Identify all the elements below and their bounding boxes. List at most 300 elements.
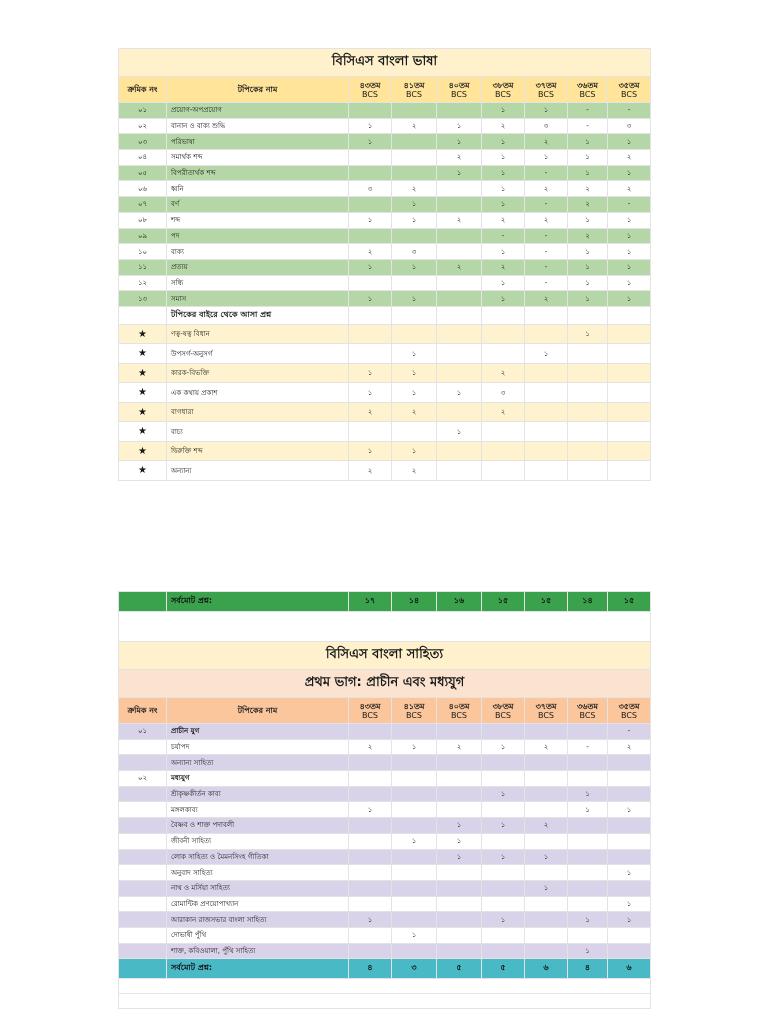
value-cell (392, 818, 437, 834)
value-cell: ২ (349, 461, 392, 481)
table-row (119, 197, 651, 213)
blank-row (119, 994, 651, 1009)
value-cell (525, 865, 568, 881)
value-cell: ২ (482, 363, 525, 383)
value-cell (349, 771, 392, 787)
exam-header-38: ৩৮তম BCS (482, 77, 525, 103)
value-cell (437, 802, 482, 818)
bangla-language-sheet (118, 48, 650, 481)
value-cell (437, 181, 482, 197)
value-cell: ১ (608, 291, 651, 307)
value-cell (437, 755, 482, 771)
table-row (119, 771, 651, 787)
sheet2-header-row (119, 698, 651, 724)
serial-cell (119, 896, 167, 912)
value-cell (568, 344, 608, 364)
value-cell: ১ (608, 212, 651, 228)
star-icon: ★ (119, 324, 167, 344)
value-cell (608, 927, 651, 943)
star-icon: ★ (119, 402, 167, 422)
table-row (119, 818, 651, 834)
value-cell (525, 461, 568, 481)
serial-cell: ০৫ (119, 165, 167, 181)
value-cell (349, 896, 392, 912)
value-cell (568, 363, 608, 383)
topic-cell: বর্ণ (167, 197, 349, 213)
value-cell: ১ (608, 259, 651, 275)
value-cell (568, 849, 608, 865)
value-cell: ২ (568, 197, 608, 213)
value-cell (525, 422, 568, 442)
exam-header-35: ৩৫তম BCS (608, 77, 651, 103)
empty-cell (525, 306, 568, 324)
value-cell (568, 402, 608, 422)
value-cell (482, 755, 525, 771)
value-cell (392, 786, 437, 802)
table-row (119, 441, 651, 461)
value-cell: ১ (525, 150, 568, 166)
topic-cell: দোভাষী পুঁথি (167, 927, 349, 943)
value-cell (568, 724, 608, 740)
value-cell (437, 771, 482, 787)
topic-cell: মঙ্গলকাব্য (167, 802, 349, 818)
table-row (119, 259, 651, 275)
serial-cell: ০৬ (119, 181, 167, 197)
value-cell: ১ (482, 244, 525, 260)
value-cell: ১ (608, 228, 651, 244)
outside-topics-heading-row (119, 306, 651, 324)
value-cell: ২ (392, 461, 437, 481)
value-cell (482, 880, 525, 896)
value-cell (437, 724, 482, 740)
bangla-literature-sheet (118, 591, 650, 1009)
value-cell: ৩ (349, 181, 392, 197)
value-cell (482, 724, 525, 740)
value-cell (568, 461, 608, 481)
value-cell: ১ (608, 912, 651, 928)
outside-topics-heading: টপিকের বাইরে থেকে আসা প্রশ্ন (167, 306, 349, 324)
value-cell: ১ (392, 441, 437, 461)
total-value: ১৫ (482, 592, 525, 612)
value-cell (525, 786, 568, 802)
sheet2-subtitle: প্রথম ভাগ: প্রাচীন এবং মধ্যযুগ (119, 670, 651, 698)
topic-cell: বিপরীতার্থক শব্দ (167, 165, 349, 181)
value-cell: ১ (482, 849, 525, 865)
table-row (119, 927, 651, 943)
table-row (119, 833, 651, 849)
value-cell: - (568, 739, 608, 755)
table-row (119, 461, 651, 481)
table-row (119, 212, 651, 228)
serial-cell: ১২ (119, 275, 167, 291)
value-cell (608, 363, 651, 383)
value-cell: ১ (568, 244, 608, 260)
value-cell: ১ (437, 833, 482, 849)
value-cell (349, 849, 392, 865)
value-cell: ১ (568, 912, 608, 928)
value-cell: ৩ (608, 118, 651, 134)
table-row (119, 865, 651, 881)
exam-header-37: ৩৭তম BCS (525, 698, 568, 724)
value-cell (482, 461, 525, 481)
value-cell (608, 818, 651, 834)
value-cell (349, 724, 392, 740)
topic-cell: শব্দ (167, 212, 349, 228)
value-cell: ২ (392, 402, 437, 422)
value-cell (349, 786, 392, 802)
value-cell: ১ (568, 275, 608, 291)
value-cell: ১ (437, 118, 482, 134)
value-cell (437, 402, 482, 422)
value-cell (437, 912, 482, 928)
exam-header-40: ৪০তম BCS (437, 698, 482, 724)
table-row (119, 344, 651, 364)
value-cell (525, 441, 568, 461)
table-row (119, 181, 651, 197)
exam-header-36: ৩৬তম BCS (568, 77, 608, 103)
topic-cell: প্রয়োগ-অপপ্রয়োগ (167, 103, 349, 119)
value-cell (349, 755, 392, 771)
value-cell (608, 943, 651, 959)
value-cell: ১ (392, 833, 437, 849)
exam-header-41: ৪১তম BCS (392, 77, 437, 103)
serial-cell: ০৮ (119, 212, 167, 228)
table-row (119, 896, 651, 912)
value-cell: ১ (568, 291, 608, 307)
value-cell: ২ (525, 739, 568, 755)
value-cell: ২ (482, 259, 525, 275)
value-cell (525, 755, 568, 771)
value-cell: ২ (437, 150, 482, 166)
value-cell: ১ (568, 802, 608, 818)
star-icon: ★ (119, 344, 167, 364)
serial-cell (119, 865, 167, 881)
value-cell (568, 771, 608, 787)
table-row (119, 275, 651, 291)
topic-cell: কারক-বিভক্তি (167, 363, 349, 383)
value-cell (482, 833, 525, 849)
value-cell (349, 880, 392, 896)
value-cell: ২ (437, 259, 482, 275)
value-cell (608, 880, 651, 896)
topic-header: টপিকের নাম (167, 77, 349, 103)
total-value: ১৫ (525, 592, 568, 612)
total-value: ১৪ (568, 592, 608, 612)
value-cell: ১ (482, 275, 525, 291)
value-cell: ১ (482, 291, 525, 307)
total-value: ৬ (525, 959, 568, 979)
value-cell: ২ (608, 739, 651, 755)
value-cell: ১ (482, 786, 525, 802)
value-cell (608, 402, 651, 422)
star-icon: ★ (119, 422, 167, 442)
serial-cell (119, 755, 167, 771)
value-cell: ১ (349, 441, 392, 461)
empty-cell (119, 959, 167, 979)
value-cell: ১ (349, 363, 392, 383)
table-row (119, 150, 651, 166)
empty-cell (349, 306, 392, 324)
total-value: ৩ (392, 959, 437, 979)
value-cell (525, 383, 568, 403)
serial-cell (119, 786, 167, 802)
value-cell (349, 197, 392, 213)
value-cell: ২ (525, 291, 568, 307)
value-cell (349, 422, 392, 442)
value-cell (392, 912, 437, 928)
value-cell (568, 383, 608, 403)
value-cell (568, 865, 608, 881)
value-cell: ১ (392, 383, 437, 403)
table-row (119, 422, 651, 442)
value-cell: - (525, 197, 568, 213)
value-cell (608, 383, 651, 403)
value-cell (349, 103, 392, 119)
total-value: ১৫ (608, 592, 651, 612)
value-cell: ১ (437, 134, 482, 150)
value-cell: ১ (437, 849, 482, 865)
value-cell (392, 422, 437, 442)
value-cell (608, 786, 651, 802)
total-value: ৪ (568, 959, 608, 979)
topic-cell: ধ্বনি (167, 181, 349, 197)
total-row-literature (119, 959, 651, 979)
value-cell: ২ (525, 181, 568, 197)
table-row (119, 134, 651, 150)
value-cell: ১ (349, 802, 392, 818)
value-cell: ১ (392, 739, 437, 755)
value-cell: - (608, 724, 651, 740)
topic-cell: পদ (167, 228, 349, 244)
value-cell (437, 943, 482, 959)
value-cell: - (608, 103, 651, 119)
table-row (119, 244, 651, 260)
exam-header-36: ৩৬তম BCS (568, 698, 608, 724)
serial-cell (119, 833, 167, 849)
value-cell: ১ (608, 865, 651, 881)
empty-cell (119, 306, 167, 324)
table-row (119, 739, 651, 755)
value-cell (349, 165, 392, 181)
topic-cell: দ্বিরুক্তি শব্দ (167, 441, 349, 461)
value-cell: ১ (568, 324, 608, 344)
value-cell (437, 197, 482, 213)
value-cell: ২ (525, 212, 568, 228)
total-value: ১৭ (349, 592, 392, 612)
value-cell: ২ (437, 739, 482, 755)
topic-cell: বাগধারা (167, 402, 349, 422)
value-cell: ২ (349, 244, 392, 260)
value-cell (568, 755, 608, 771)
serial-cell (119, 739, 167, 755)
value-cell: ১ (349, 134, 392, 150)
value-cell (608, 461, 651, 481)
topic-cell: অনুবাদ সাহিত্য (167, 865, 349, 881)
value-cell: ২ (608, 150, 651, 166)
value-cell (525, 324, 568, 344)
value-cell (608, 849, 651, 865)
value-cell (608, 771, 651, 787)
topic-cell: পরিভাষা (167, 134, 349, 150)
value-cell: ২ (608, 181, 651, 197)
value-cell: ১ (568, 259, 608, 275)
value-cell (437, 880, 482, 896)
value-cell (392, 324, 437, 344)
topic-cell: রোমান্টিক প্রণয়োপাখ্যান (167, 896, 349, 912)
total-row-language (119, 592, 651, 612)
value-cell: ১ (482, 134, 525, 150)
empty-cell (568, 306, 608, 324)
topic-cell: বানান ও বাক্য শুদ্ধি (167, 118, 349, 134)
table-row (119, 324, 651, 344)
total-label: সর্বমোট প্রশ্ন: (167, 959, 349, 979)
value-cell (349, 324, 392, 344)
value-cell (482, 802, 525, 818)
bangla-literature-table (118, 591, 651, 1009)
topic-cell: প্রত্যয় (167, 259, 349, 275)
serial-cell: ১৩ (119, 291, 167, 307)
value-cell: ২ (568, 181, 608, 197)
value-cell (568, 880, 608, 896)
table-row (119, 103, 651, 119)
value-cell: ১ (437, 383, 482, 403)
value-cell: ১ (392, 291, 437, 307)
serial-header: ক্রমিক নং (119, 698, 167, 724)
value-cell (525, 912, 568, 928)
value-cell (568, 818, 608, 834)
serial-header: ক্রমিক নং (119, 77, 167, 103)
serial-cell (119, 880, 167, 896)
value-cell: ১ (349, 291, 392, 307)
table-row (119, 849, 651, 865)
value-cell (525, 802, 568, 818)
value-cell (608, 755, 651, 771)
value-cell: ১ (608, 896, 651, 912)
value-cell (525, 363, 568, 383)
value-cell (608, 344, 651, 364)
value-cell: ১ (608, 165, 651, 181)
value-cell: ২ (437, 212, 482, 228)
value-cell: ১ (482, 197, 525, 213)
value-cell: ১ (349, 212, 392, 228)
serial-cell: ১১ (119, 259, 167, 275)
topic-cell: বৈষ্ণব ও শাক্ত পদাবলী (167, 818, 349, 834)
star-icon: ★ (119, 363, 167, 383)
serial-cell: ১০ (119, 244, 167, 260)
value-cell (349, 865, 392, 881)
value-cell (392, 275, 437, 291)
value-cell (482, 344, 525, 364)
value-cell (568, 896, 608, 912)
value-cell: ১ (349, 383, 392, 403)
value-cell (349, 275, 392, 291)
sheet2-title: বিসিএস বাংলা সাহিত্য (119, 642, 651, 670)
value-cell (608, 441, 651, 461)
table-row (119, 802, 651, 818)
empty-cell (437, 306, 482, 324)
value-cell (392, 771, 437, 787)
total-label: সর্বমোট প্রশ্ন: (167, 592, 349, 612)
value-cell: ২ (482, 212, 525, 228)
value-cell: ১ (482, 150, 525, 166)
empty-cell (482, 306, 525, 324)
table-row (119, 880, 651, 896)
value-cell: ১ (568, 943, 608, 959)
value-cell (482, 943, 525, 959)
value-cell (349, 927, 392, 943)
exam-header-41: ৪১তম BCS (392, 698, 437, 724)
value-cell (349, 943, 392, 959)
value-cell: ১ (525, 880, 568, 896)
table-row (119, 724, 651, 740)
table-row (119, 165, 651, 181)
value-cell (525, 927, 568, 943)
topic-cell: লোক সাহিত্য ও মৈমনসিংহ গীতিকা (167, 849, 349, 865)
value-cell: ১ (437, 165, 482, 181)
value-cell (608, 324, 651, 344)
value-cell (392, 880, 437, 896)
value-cell: ১ (482, 103, 525, 119)
topic-cell: বাক্য (167, 244, 349, 260)
value-cell: ১ (525, 849, 568, 865)
value-cell: - (525, 244, 568, 260)
value-cell: ১ (392, 927, 437, 943)
value-cell (349, 344, 392, 364)
value-cell (437, 461, 482, 481)
value-cell: ১ (608, 802, 651, 818)
topic-cell: সমাস (167, 291, 349, 307)
topic-cell: নাথ ও মর্সিয়া সাহিত্য (167, 880, 349, 896)
topic-cell: শাক্ত, কবিওয়ালা, পুঁথি সাহিত্য (167, 943, 349, 959)
serial-cell (119, 802, 167, 818)
value-cell: - (525, 228, 568, 244)
exam-header-43: ৪৩তম BCS (349, 698, 392, 724)
value-cell (482, 771, 525, 787)
value-cell: ১ (482, 165, 525, 181)
value-cell (437, 244, 482, 260)
value-cell (437, 786, 482, 802)
star-icon: ★ (119, 461, 167, 481)
topic-cell: এক কথায় প্রকাশ (167, 383, 349, 403)
value-cell (437, 363, 482, 383)
value-cell (568, 441, 608, 461)
total-value: ১৪ (392, 592, 437, 612)
value-cell (482, 896, 525, 912)
value-cell: ১ (392, 363, 437, 383)
value-cell: ২ (482, 118, 525, 134)
value-cell: ১ (608, 134, 651, 150)
value-cell: ২ (392, 181, 437, 197)
value-cell (525, 896, 568, 912)
table-row (119, 228, 651, 244)
value-cell (568, 927, 608, 943)
total-value: ৪ (349, 959, 392, 979)
value-cell: ১ (349, 259, 392, 275)
value-cell: ২ (392, 118, 437, 134)
value-cell: ২ (525, 818, 568, 834)
table-row (119, 402, 651, 422)
value-cell (525, 771, 568, 787)
exam-header-43: ৪৩তম BCS (349, 77, 392, 103)
bangla-language-table (118, 48, 651, 481)
topic-cell: সন্ধি (167, 275, 349, 291)
topic-cell: মধ্যযুগ (167, 771, 349, 787)
table-row (119, 118, 651, 134)
value-cell (437, 441, 482, 461)
topic-cell: জীবনী সাহিত্য (167, 833, 349, 849)
value-cell (392, 103, 437, 119)
value-cell (437, 865, 482, 881)
